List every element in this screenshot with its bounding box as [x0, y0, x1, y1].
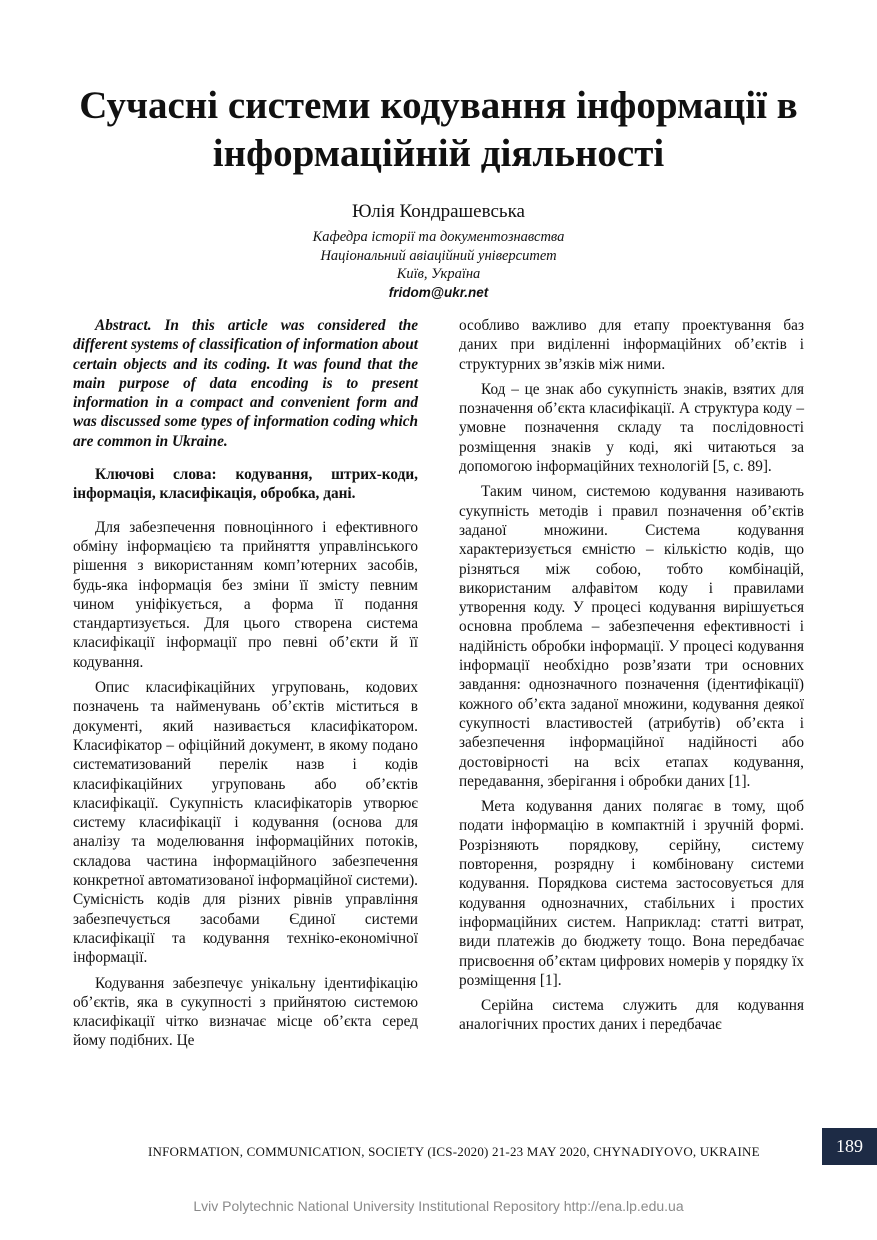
body-paragraph: Таким чином, системою кодування називають сукупність методів і правил позначення об’єктів заданої множини. Система кодування характеризується ємністю – кількістю кодів, що різняться між собою, тобто комбінацій, використаним алфавітом коду і правилами утворення коду. У процесі кодування вирішується основна проблема – забезпечення ефективності і надійність обробки інформації. У процесі кодування інформації необхідно розв’язати три основних завдання: однозначного позначення (ідентифікації) кожного об’єкта заданої множини, кодування деякої сукупності властивостей (атрибутів) об’єкта і забезпечення інформаційної надійності або достовірності на всіх етапах кодування, передавання, зберігання і обробки даних [1].	[459, 483, 804, 790]
left-column	[73, 316, 418, 1057]
title-line-1: Сучасні системи кодування інформації в	[79, 84, 798, 127]
abstract: Abstract. In this article was considered the different systems of classification of information about certain objects and its coding. It was found that the main purpose of data encoding is to present information in a compact and convenient form and was discussed some types of information coding which are common in Ukraine.	[73, 317, 418, 450]
body-paragraph: Серійна система служить для кодування аналогічних простих даних і передбачає	[459, 997, 804, 1034]
page-number: 189	[822, 1128, 877, 1165]
body-paragraph: Для забезпечення повноцінного і ефективного обміну інформацією та прийняття управлінського рішення з використанням комп’ютерних засобів, будь-яка інформація без зміни її змісту певним чином уніфікується, а форма її подання стандартизується. Для цього створена система класифікації інформації про певні об’єкти й її кодування.	[73, 518, 418, 671]
author-email[interactable]: fridom@ukr.net	[388, 284, 489, 300]
title-line-2: інформаційній діяльності	[212, 132, 665, 175]
affiliation-department: Кафедра історії та документознавства	[312, 229, 565, 245]
author-name: Юлія Кондрашевська	[352, 201, 525, 222]
keywords: Ключові слова: кодування, штрих-коди, інформація, класифікація, обробка, дані.	[73, 466, 418, 503]
body-paragraph: Опис класифікаційних угруповань, кодових позначень та найменувань об’єктів міститься в документі, який називається класифікатором. Класифікатор – офіційний документ, в якому подано систематизований перелік назв і кодів класифікаційних угруповань або об’єктів класифікації. Сукупність класифікаторів утворює систему класифікації і кодування (основа для аналізу та моделювання інформаційних потоків, складова частина інформаційного забезпечення конкретної автоматизованої інформаційної системи). Сумісність кодів для різних рівнів управління забезпечується засобами Єдиної системи класифікації та кодування техніко-економічної інформації.	[73, 679, 418, 967]
paper-title	[40, 82, 837, 178]
affiliation-university: Національний авіаційний університет	[320, 247, 557, 264]
affiliation-city: Київ, Україна	[396, 266, 481, 282]
body-paragraph: особливо важливо для етапу проектування баз даних при виділенні інформаційних об’єктів і структурних зв’язків між ними.	[459, 317, 804, 373]
right-column	[459, 316, 804, 1041]
body-paragraph: Кодування забезпечує унікальну ідентифікацію об’єктів, яка в сукупності з прийнятою системою класифікації чітко визначає місце об’єкта серед йому подібних. Це	[73, 974, 418, 1050]
conference-footer: INFORMATION, COMMUNICATION, SOCIETY (ICS-2020) 21-23 MAY 2020, CHYNADIYOVO, UKRAINE	[148, 1144, 760, 1159]
affiliation	[0, 228, 877, 302]
repository-watermark[interactable]: Lviv Polytechnic National University Institutional Repository http://ena.lp.edu.ua	[193, 1198, 684, 1214]
body-paragraph: Код – це знак або сукупність знаків, взятих для позначення об’єкта класифікації. А структура коду – умовне позначення складу та послідовності розміщення знаків у коді, які читаються за допомогою інформаційних технологій [5, с. 89].	[459, 380, 804, 476]
body-paragraph: Мета кодування даних полягає в тому, щоб подати інформацію в компактній і зручній формі. Розрізняють порядкову, серійну, систему повторення, розрядну і комбіновану системи кодування. Порядкова система застосовується для кодування однозначних, стабільних і простих інформаційних систем. Наприклад: статті витрат, види платежів до бюджету тощо. Вона передбачає присвоєння об’єктам цифрових номерів у порядку їх розміщення [1].	[459, 798, 804, 989]
